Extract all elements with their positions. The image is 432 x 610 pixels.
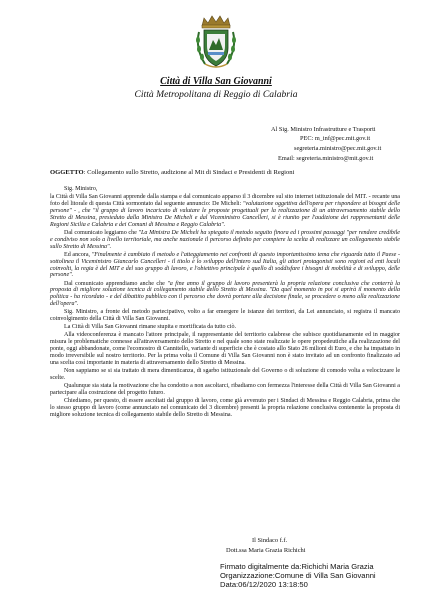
body-paragraph: Sig. Ministro, a fronte del metodo partecipativo, volto a far emergere le istanze dei territori, da Lei annunciato, si registra il mancato coinvolgimento della Città di Villa San Giovanni.	[50, 309, 400, 323]
body-paragraph: Non sappiamo se si sia trattato di mera dimenticanza, di sgarbo istituzionale del Governo o di soluzione di comodo volta a velocizzare le scelte.	[50, 368, 400, 382]
subject-label: OGGETTO	[50, 169, 84, 176]
metropolitan-city-subheading: Città Metropolitana di Reggio di Calabria	[134, 89, 298, 100]
digital-signature-signer: Firmato digitalmente da:Richichi Maria Grazia	[220, 562, 374, 571]
addressee-line: Al Sig. Ministro Infrastrutture e Trasporti	[271, 126, 376, 133]
addressee-email: Email: segreteria.ministro@mit.gov.it	[278, 155, 374, 162]
body-paragraph: la Città di Villa San Giovanni apprende dalla stampa e dal comunicato apparso il 3 dicembre sul sito internet istituzionale del MIT. - recante una foto del litorale di questa Città sormontato dal seguente annuncio: De Micheli: "valutazione oggettiva dell'opera per rispondere ai bisogni delle persone" - , che "il gruppo di lavoro incaricato di valutare le proposte progettuali per la realizzazione di un attraversamento stabile dello Stretto di Messina, presieduto dalla Ministra De Micheli e dal Viceministro Cancelleri, si è riunito per l'audizione dei rappresentanti delle Regioni Sicilia e Calabria e dei Comuni di Messina e Reggio Calabria".	[50, 194, 400, 228]
addressee-pec-secretary: segreteria.ministro@pec.mit.gov.it	[294, 145, 382, 152]
signature-name: Dott.ssa Maria Grazia Richichi	[226, 547, 306, 554]
body-paragraph: Dal comunicato leggiamo che "La Ministra De Micheli ha spiegato il metodo seguito finora ed i prossimi passaggi "per rendere credibile e condiviso non solo a livello territoriale, ma anche nazionale il percorso definito per compiere la scelta di realizzare un collegamento stabile sullo Stretto di Messina".	[50, 229, 400, 250]
signature-role: Il Sindaco f.f.	[252, 537, 288, 544]
body-paragraph: Alla videoconferenza è mancato l'attore principale, il rappresentante del territorio calabrese che subisce quotidianamente ed in maggior misura le problematiche connesse all'attraversamento dello Stretto e nel quale sono state realizzate le opere propedeutiche alla realizzazione del ponte, oggi abbandonate, come l'ecomostro di Cannitello, variante di superficie che è costato allo Stato 26 milioni di Euro, e che ha impattato in modo irreversibile sul nostro territorio. Per la prima volta il Comune di Villa San Giovanni non è stato invitato ad un confronto finalizzato ad una scelta così importante in materia di attraversamento dello Stretto di Messina.	[50, 332, 400, 367]
body-paragraph: Ed ancora, "Finalmente è cambiato il metodo e l'atteggiamento nei confronti di questo importantissimo tema che riguarda tutto il Paese - sottolinea il Viceministro Giancarlo Cancelleri - il titolo è lo sviluppo dell'intero sud Italia, gli attori protagonisti sono regioni ed enti locali coinvolti, la regia è del MIT e del suo gruppo di lavoro, e l'obiettivo principale è quello di soddisfare i bisogni di mobilità e di sviluppo, delle persone".	[50, 251, 400, 279]
digital-signature-organization: Organizzazione:Comune di Villa San Giovanni	[220, 571, 376, 580]
body-paragraph: Dal comunicato apprendiamo anche che "a fine anno il gruppo di lavoro presenterà la propria relazione conclusiva che conterrà la proposta di migliore soluzione tecnica di collegamento stabile dello Stretto di Messina. "Da quel momento in poi si aprirà il momento della politica - ha ricordato - e del dibattito pubblico con il percorso che dovrà portare alla decisione finale, se procedere o meno alla realizzazione dell'opera".	[50, 280, 401, 308]
letter-body	[50, 186, 400, 420]
body-paragraph: La Città di Villa San Giovanni rimane stupita e mortificata da tutto ciò.	[64, 324, 236, 331]
body-paragraph: Chiediamo, per questo, di essere ascoltati dal gruppo di lavoro, come già avvenuto per i Sindaci di Messina e Reggio Calabria, prima che lo stesso gruppo di lavoro (come annunciato nel comunicato del 3 dicembre) presenti la propria relazione conclusiva contenente la proposta di migliore soluzione tecnica di collegamento stabile dello Stretto di Messina.	[50, 398, 400, 418]
salutation: Sig. Ministro,	[64, 186, 98, 192]
body-paragraph: Qualunque sia stata la motivazione che ha condotto a non ascoltarci, ribadiamo con fermezza l'interesse della Città di Villa San Giovanni a partecipare alla costruzione del progetto futuro.	[50, 383, 400, 397]
municipal-coat-of-arms	[193, 14, 239, 72]
digital-signature-date: Data:06/12/2020 13:18:50	[220, 580, 308, 589]
subject-line	[50, 169, 400, 176]
digital-signature-block	[220, 562, 376, 589]
subject-text: : Collegamento sullo Stretto, audizione al Mit di Sindaci e Presidenti di Regioni	[83, 169, 295, 176]
addressee-pec: PEC: m_inf@pec.mit.gov.it	[300, 135, 371, 142]
city-name-heading: Città di Villa San Giovanni	[160, 76, 272, 87]
